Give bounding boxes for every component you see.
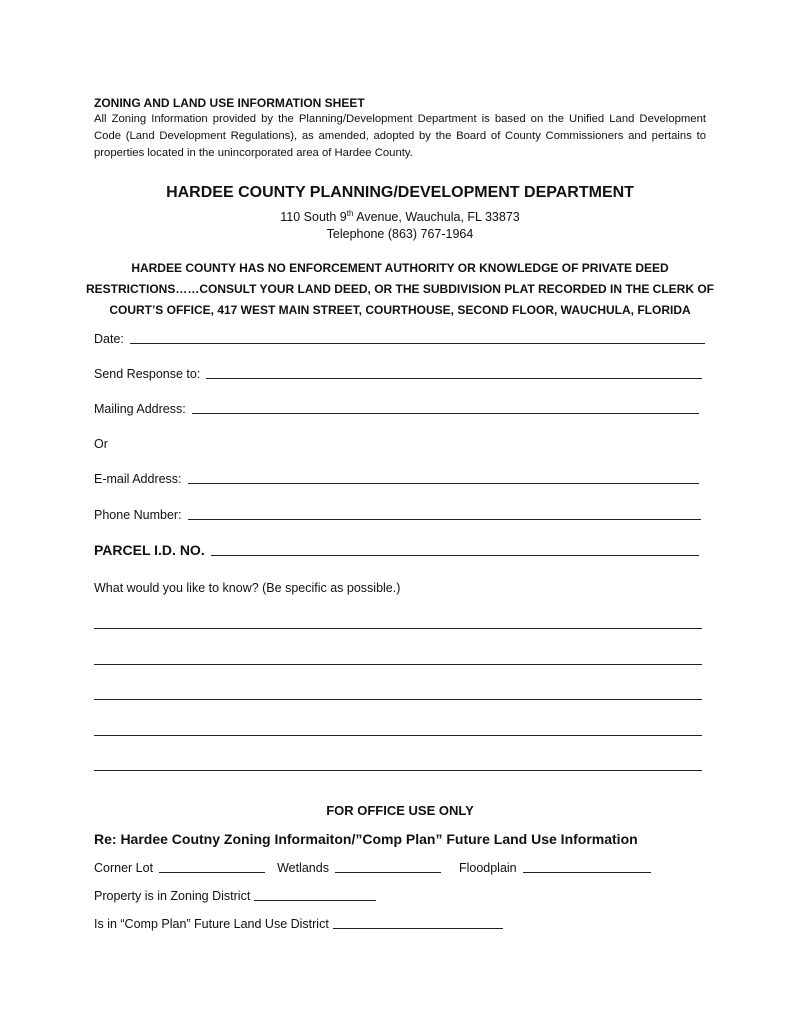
email-label: E-mail Address: <box>94 472 182 486</box>
department-address <box>0 205 800 243</box>
or-label: Or <box>94 437 108 451</box>
wetlands-label: Wetlands <box>277 861 329 875</box>
parcel-label: PARCEL I.D. NO. <box>94 542 205 558</box>
comp-plan-label: Is in “Comp Plan” Future Land Use District <box>94 917 329 931</box>
send-response-label: Send Response to: <box>94 367 201 381</box>
parcel-line[interactable] <box>211 554 699 556</box>
zoning-district-label: Property is in Zoning District <box>94 889 251 903</box>
office-use-title: FOR OFFICE USE ONLY <box>326 803 474 818</box>
answer-line[interactable] <box>94 664 702 665</box>
address-sup: th <box>346 209 354 218</box>
email-field[interactable] <box>94 472 699 486</box>
floodplain-label: Floodplain <box>458 861 517 875</box>
parcel-id-field[interactable] <box>94 542 699 558</box>
answer-line[interactable] <box>94 770 702 771</box>
zoning-district-line[interactable] <box>254 899 376 901</box>
office-checks-row <box>94 861 663 875</box>
intro-paragraph: All Zoning Information provided by the Planning/Development Department is based on the Unified Land Development Code (Land Development Regulations), as amended, adopted by the Board of County Commissioners and pertains to properties located in the unincorporated area of Hardee County. <box>94 113 706 159</box>
or-text <box>94 437 108 451</box>
answer-line[interactable] <box>94 735 702 736</box>
date-line[interactable] <box>130 342 705 344</box>
corner-lot-label: Corner Lot <box>94 861 154 875</box>
phone-label: Phone Number: <box>94 508 182 522</box>
sheet-title: ZONING AND LAND USE INFORMATION SHEET <box>94 96 365 110</box>
send-response-line[interactable] <box>206 377 702 379</box>
answer-line[interactable] <box>94 628 702 629</box>
zoning-district-field[interactable] <box>94 889 388 903</box>
date-label: Date: <box>94 332 124 346</box>
email-line[interactable] <box>188 482 699 484</box>
department-name: HARDEE COUNTY PLANNING/DEVELOPMENT DEPARTMENT <box>166 184 634 201</box>
question-prompt <box>94 581 400 595</box>
mailing-line[interactable] <box>192 412 699 414</box>
send-response-field[interactable] <box>94 367 702 381</box>
warning-line: RESTRICTIONS……CONSULT YOUR LAND DEED, OR THE SUBDIVISION PLAT RECORDED IN THE CLERK OF <box>85 282 715 296</box>
telephone: Telephone (863) 767-1964 <box>326 227 474 242</box>
comp-plan-line[interactable] <box>333 927 503 929</box>
wetlands-line[interactable] <box>335 871 441 873</box>
phone-field[interactable] <box>94 508 701 522</box>
date-field[interactable] <box>94 332 705 346</box>
answer-line[interactable] <box>94 699 702 700</box>
floodplain-line[interactable] <box>523 871 651 873</box>
address-text: 110 South 9 <box>280 210 347 225</box>
comp-plan-field[interactable] <box>94 917 515 931</box>
deed-warning <box>0 258 800 321</box>
address-text-end: Avenue, Wauchula, FL 33873 <box>353 210 520 225</box>
office-re-line: Re: Hardee Coutny Zoning Informaiton/”Comp Plan” Future Land Use Information <box>94 831 638 847</box>
corner-lot-line[interactable] <box>159 871 265 873</box>
mailing-label: Mailing Address: <box>94 402 186 416</box>
question-label: What would you like to know? (Be specific as possible.) <box>94 581 401 595</box>
warning-line: HARDEE COUNTY HAS NO ENFORCEMENT AUTHORITY OR KNOWLEDGE OF PRIVATE DEED <box>131 261 669 275</box>
street-address <box>0 205 800 226</box>
phone-line[interactable] <box>188 518 701 520</box>
warning-line: COURT’S OFFICE, 417 WEST MAIN STREET, COURTHOUSE, SECOND FLOOR, WAUCHULA, FLORIDA <box>109 303 691 317</box>
mailing-address-field[interactable] <box>94 402 699 416</box>
